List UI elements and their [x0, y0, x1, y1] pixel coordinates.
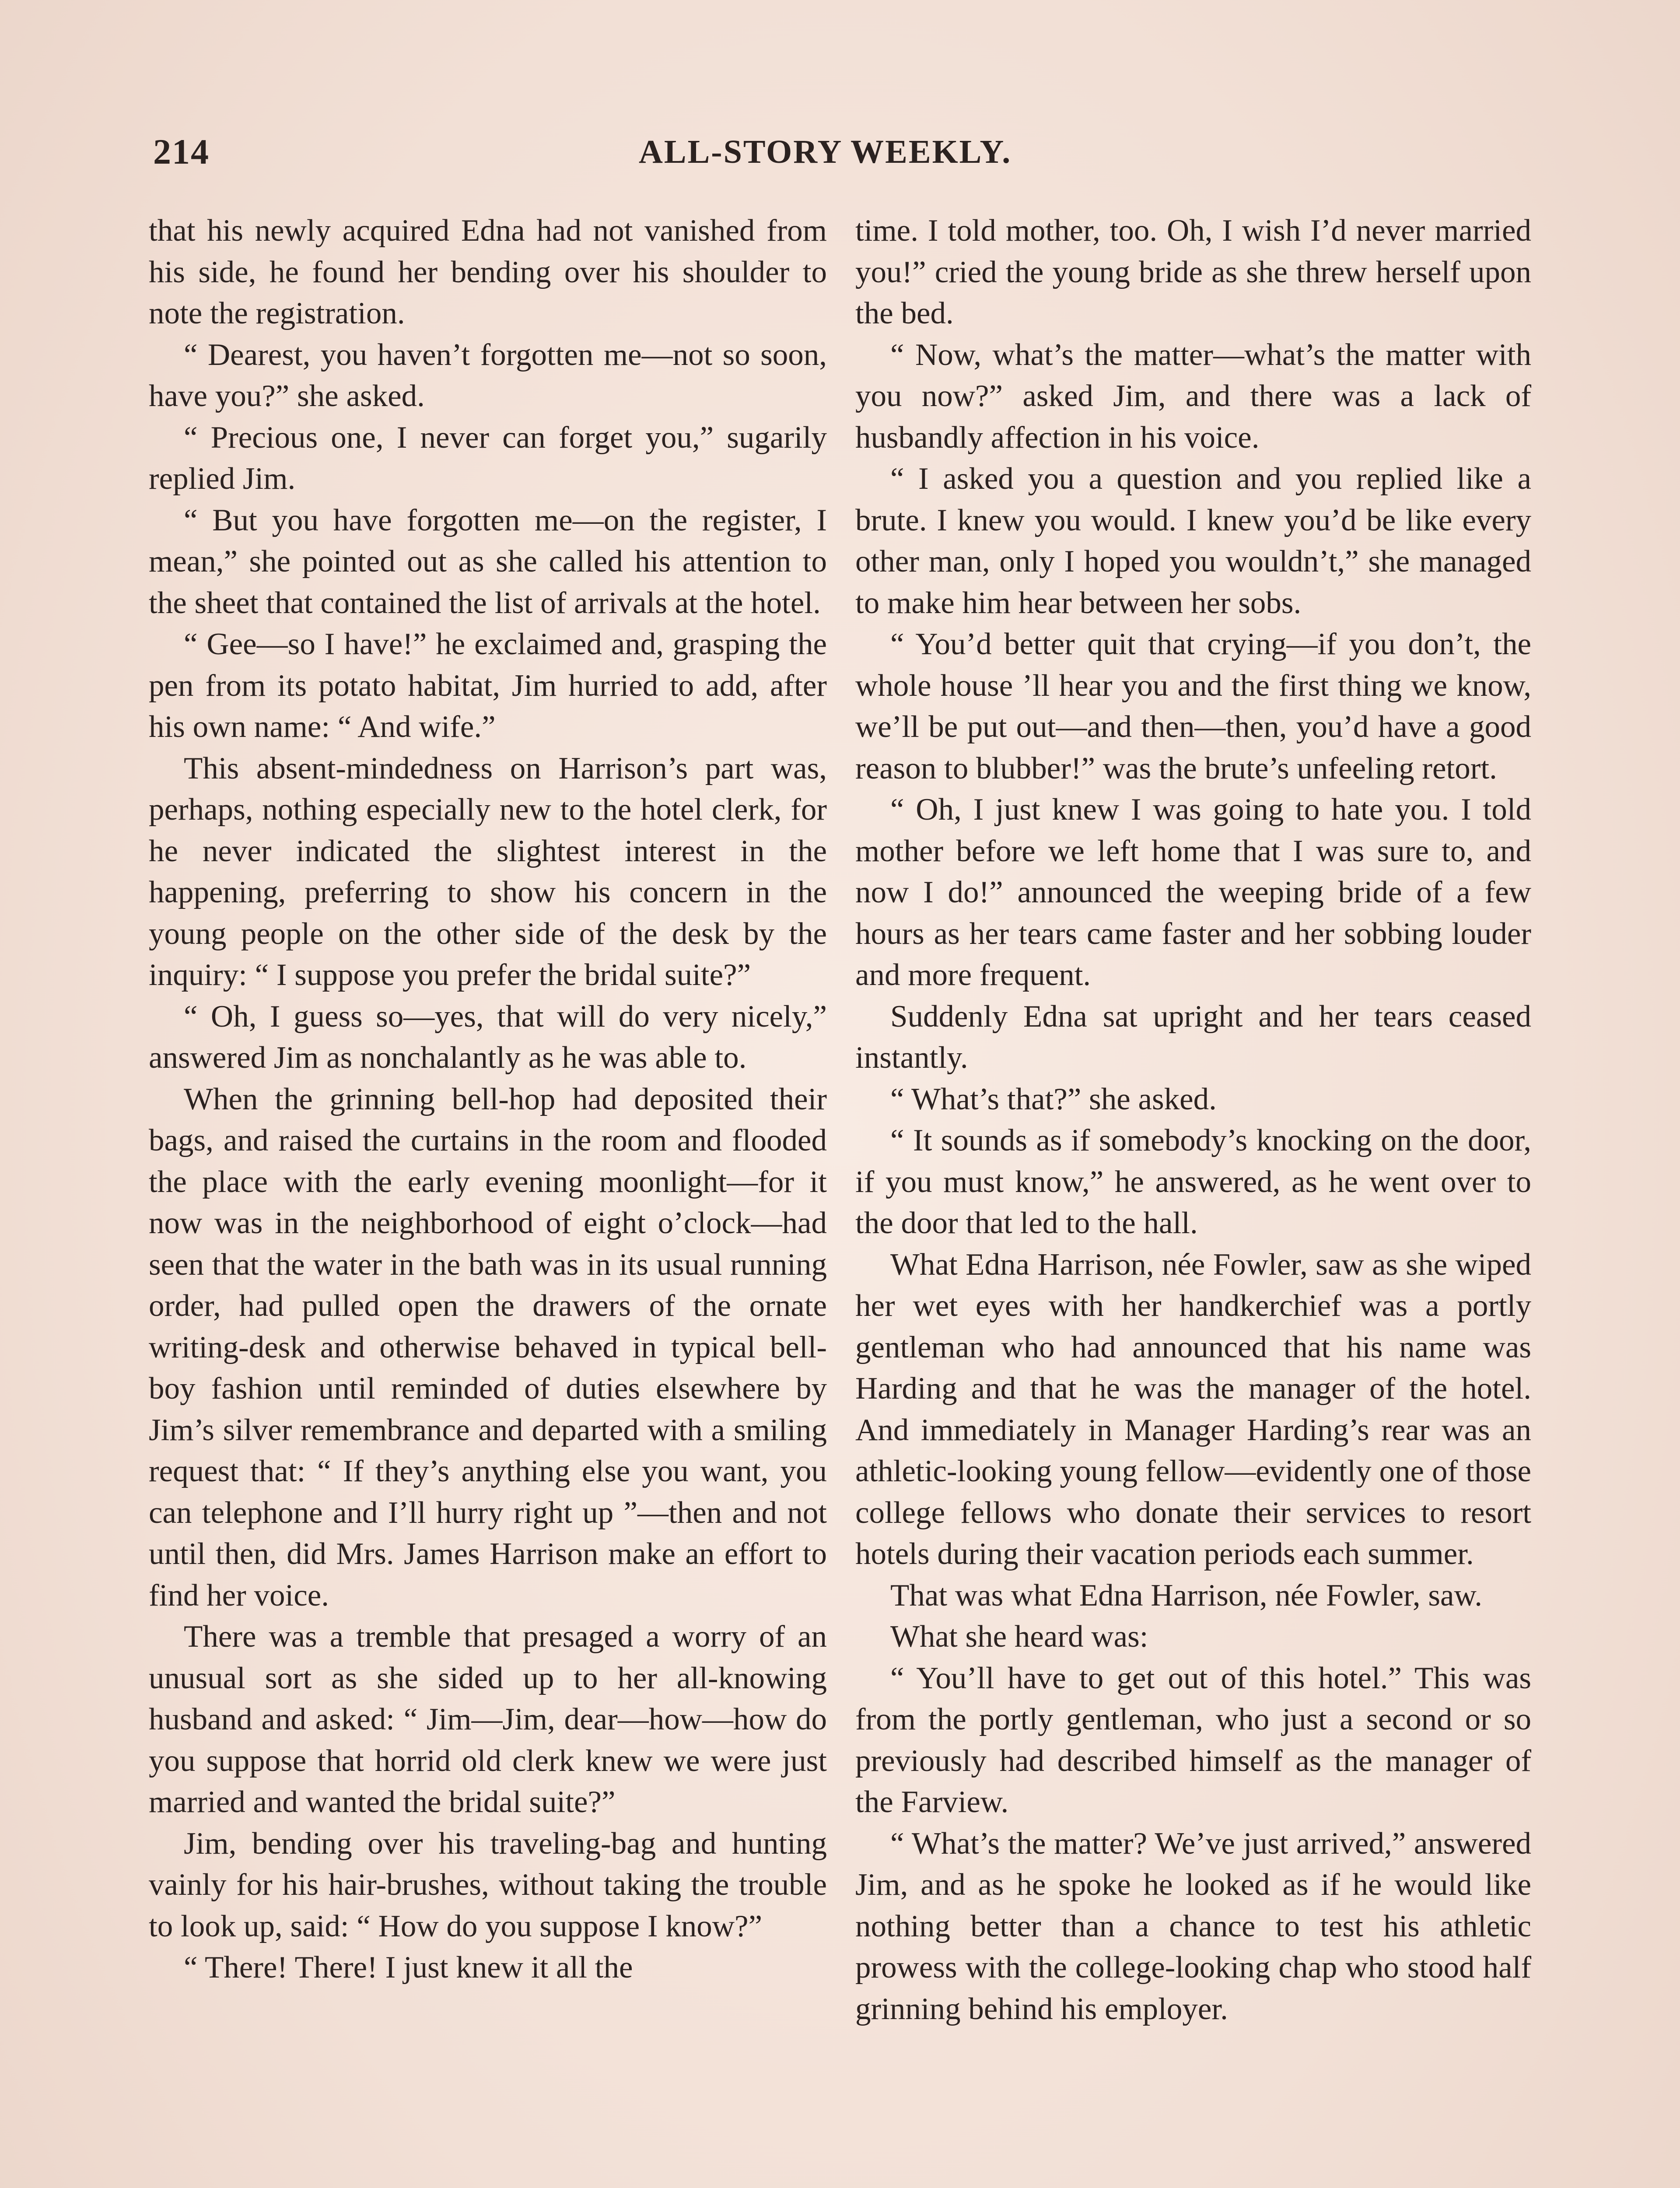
paragraph: “ Now, what’s the matter—what’s the matter with you now?” asked Jim, and there was a lack of husbandly affection in his voice. [855, 337, 1531, 455]
left-column [149, 210, 827, 1988]
page-header [153, 131, 1536, 184]
paragraph: What she heard was: [890, 1620, 1148, 1654]
paragraph: “ You’d better quit that crying—if you don’t, the whole house ’ll hear you and the first thing we know, we’ll be put out—and then—then, you’d have a good reason to blubber!” was the brute’s unfeeling retort. [855, 627, 1531, 785]
paragraph: “ But you have forgotten me—on the register, I mean,” she pointed out as she called his attention to the sheet that contained the list of arrivals at the hotel. [149, 503, 827, 620]
paragraph: When the grinning bell-hop had deposited their bags, and raised the curtains in the room and flooded the place with the early evening moonlight—for it now was in the neighborhood of eight o’clock—had seen that the water in the bath was in its usual running order, had pulled open the drawers of the ornate writing-desk and otherwise behaved in typical bell-boy fashion until reminded of duties elsewhere by Jim’s silver remembrance and departed with a smiling request that: “ If they’s anything else you want, you can telephone and I’ll hurry right up ”—then and not until then, did Mrs. James Harrison make an effort to find her voice. [149, 1082, 827, 1613]
paragraph: “ What’s the matter? We’ve just arrived,” answered Jim, and as he spoke he looked as if he would like nothing better than a chance to test his athletic prowess with the college-looking chap who stood half grinning behind his employer. [855, 1826, 1531, 2026]
paragraph: that his newly acquired Edna had not vanished from his side, he found her bending over his shoulder to note the registration. [149, 214, 827, 330]
paragraph: “ Precious one, I never can forget you,” sugarily replied Jim. [149, 420, 827, 496]
paragraph: “ Oh, I guess so—yes, that will do very nicely,” answered Jim as nonchalantly as he was able to. [149, 999, 827, 1075]
paragraph: “ I asked you a question and you replied like a brute. I knew you would. I knew you’d be like every other man, only I hoped you wouldn’t,” she managed to make him hear between her sobs. [855, 462, 1531, 620]
paragraph: Jim, bending over his traveling-bag and hunting vainly for his hair-brushes, without taking the trouble to look up, said: “ How do you suppose I know?” [149, 1826, 827, 1943]
paragraph: “ You’ll have to get out of this hotel.” This was from the portly gentleman, who just a second or so previously had described himself as the manager of the Farview. [855, 1661, 1531, 1819]
paragraph: “ There! There! I just knew it all the [184, 1950, 633, 1985]
paragraph: Suddenly Edna sat upright and her tears ceased instantly. [855, 999, 1531, 1075]
paragraph: “ Dearest, you haven’t forgotten me—not so soon, have you?” she asked. [149, 337, 827, 413]
paragraph: What Edna Harrison, née Fowler, saw as she wiped her wet eyes with her handkerchief was a portly gentleman who had announced that his name was Harding and that he was the manager of the hotel. And immediately in Manager Harding’s rear was an athletic-looking young fellow—evidently one of those college fellows who donate their services to resort hotels during their vacation periods each summer. [855, 1247, 1531, 1571]
paragraph: “ What’s that?” she asked. [890, 1082, 1217, 1116]
paragraph: This absent-mindedness on Harrison’s part was, perhaps, nothing especially new to the hotel clerk, for he never indicated the slightest interest in the happening, preferring to show his concern in the young people on the other side of the desk by the inquiry: “ I suppose you prefer the bridal suite?” [149, 751, 827, 992]
page-number: 214 [153, 132, 210, 172]
paragraph: “ It sounds as if somebody’s knocking on the door, if you must know,” he answered, as he went over to the door that led to the hall. [855, 1123, 1531, 1240]
paragraph: That was what Edna Harrison, née Fowler, saw. [890, 1578, 1482, 1613]
paragraph: There was a tremble that presaged a worry of an unusual sort as she sided up to her all-knowing husband and asked: “ Jim—Jim, dear—how—how do you suppose that horrid old clerk knew we were just married and wanted the bridal suite?” [149, 1620, 827, 1819]
paragraph: “ Oh, I just knew I was going to hate you. I told mother before we left home that I was sure to, and now I do!” announced the weeping bride of a few hours as her tears came faster and her sobbing louder and more frequent. [855, 792, 1531, 992]
right-column [855, 210, 1531, 2030]
running-head: ALL-STORY WEEKLY. [639, 133, 1012, 170]
paragraph: “ Gee—so I have!” he exclaimed and, grasping the pen from its potato habitat, Jim hurried to add, after his own name: “ And wife.” [149, 627, 827, 744]
paragraph: time. I told mother, too. Oh, I wish I’d never married you!” cried the young bride as she threw herself upon the bed. [855, 214, 1531, 330]
